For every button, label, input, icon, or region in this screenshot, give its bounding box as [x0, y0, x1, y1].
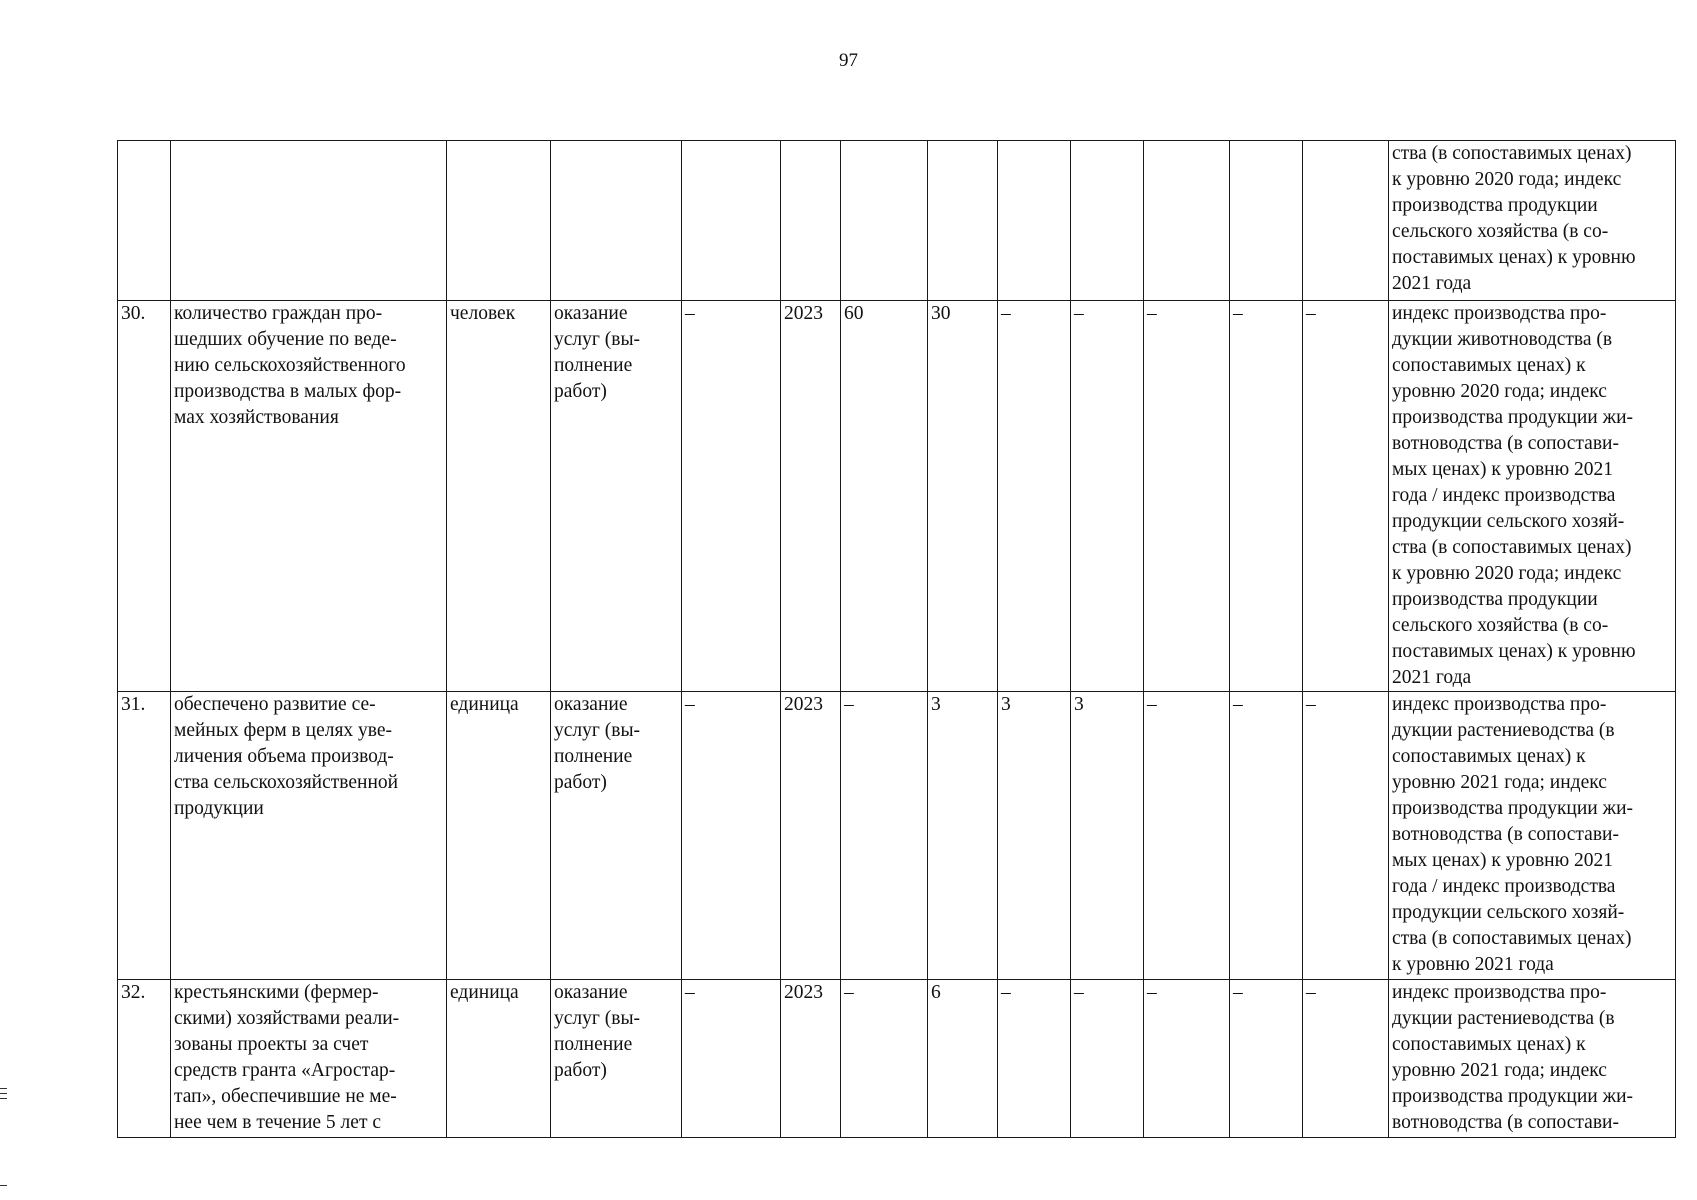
value-cell: –: [1303, 980, 1389, 1138]
value-cell: [1071, 141, 1144, 301]
value-cell: [841, 141, 928, 301]
year-cell: 2023: [781, 301, 841, 692]
table-row: [118, 301, 1676, 692]
value-cell: 6: [928, 980, 998, 1138]
year-cell: [781, 141, 841, 301]
linked-indicator-cell: ства (в сопоставимых ценах) к уровню 2020 года; индекс производства продукции сельского хозяйства (в со- поставимых ценах) к уровню 2021 года: [1389, 141, 1676, 301]
unit-cell: [447, 141, 551, 301]
table-row: [118, 692, 1676, 980]
value-cell: [928, 141, 998, 301]
linked-indicator-cell: индекс производства про- дукции растениеводства (в сопоставимых ценах) к уровню 2021 года; индекс производства продукции жи- вотноводства (в сопостави- мых ценах) к уровню 2021 года / индекс производства продукции сельского хозяй- ства (в сопоставимых ценах) к уровню 2021 года: [1389, 692, 1676, 980]
value-cell: –: [841, 692, 928, 980]
value-cell: –: [1230, 980, 1303, 1138]
result-type-cell: оказание услуг (вы- полнение работ): [551, 980, 682, 1138]
indicator-name-cell: [171, 141, 447, 301]
value-cell: [1230, 141, 1303, 301]
unit-cell: единица: [447, 980, 551, 1138]
value-cell: –: [1071, 980, 1144, 1138]
value-cell: –: [1144, 301, 1230, 692]
table-row: [118, 980, 1676, 1138]
scan-margin-mark: [0, 1088, 7, 1089]
unit-cell: единица: [447, 692, 551, 980]
result-type-cell: [551, 141, 682, 301]
base-value-cell: [682, 141, 781, 301]
value-cell: [1144, 141, 1230, 301]
indicator-name-cell: обеспечено развитие се- мейных ферм в целях уве- личения объема производ- ства сельскохозяйственной продукции: [171, 692, 447, 980]
year-cell: 2023: [781, 692, 841, 980]
indicator-name-cell: количество граждан про- шедших обучение по веде- нию сельскохозяйственного производства в малых фор- мах хозяйствования: [171, 301, 447, 692]
base-value-cell: –: [682, 692, 781, 980]
result-type-cell: оказание услуг (вы- полнение работ): [551, 692, 682, 980]
table-row: [118, 141, 1676, 301]
linked-indicator-cell: индекс производства про- дукции растениеводства (в сопоставимых ценах) к уровню 2021 года; индекс производства продукции жи- вотноводства (в сопостави-: [1389, 980, 1676, 1138]
value-cell: –: [998, 980, 1071, 1138]
indicator-name-cell: крестьянскими (фермер- скими) хозяйствами реали- зованы проекты за счет средств гранта «Агростар- тап», обеспечившие не ме- нее чем в течение 5 лет с: [171, 980, 447, 1138]
indicators-table: [117, 140, 1676, 1138]
value-cell: –: [1230, 301, 1303, 692]
row-number-cell: 32.: [118, 980, 171, 1138]
value-cell: –: [1071, 301, 1144, 692]
value-cell: 30: [928, 301, 998, 692]
value-cell: –: [1230, 692, 1303, 980]
scan-margin-mark: [0, 1093, 7, 1094]
value-cell: –: [998, 301, 1071, 692]
year-cell: 2023: [781, 980, 841, 1138]
value-cell: 60: [841, 301, 928, 692]
base-value-cell: –: [682, 980, 781, 1138]
value-cell: –: [1303, 692, 1389, 980]
result-type-cell: оказание услуг (вы- полнение работ): [551, 301, 682, 692]
value-cell: 3: [928, 692, 998, 980]
scan-margin-mark: [0, 1185, 7, 1186]
page-number: 97: [839, 50, 858, 71]
row-number-cell: 30.: [118, 301, 171, 692]
unit-cell: человек: [447, 301, 551, 692]
linked-indicator-cell: индекс производства про- дукции животноводства (в сопоставимых ценах) к уровню 2020 года; индекс производства продукции жи- вотноводства (в сопостави- мых ценах) к уровню 2021 года / индекс производства продукции сельского хозяй- ства (в сопоставимых ценах) к уровню 2020 года; индекс производства продукции сельского хозяйства (в со- поставимых ценах) к уровню 2021 года: [1389, 301, 1676, 692]
value-cell: 3: [1071, 692, 1144, 980]
value-cell: [1303, 141, 1389, 301]
value-cell: [998, 141, 1071, 301]
row-number-cell: [118, 141, 171, 301]
value-cell: –: [1144, 980, 1230, 1138]
scan-margin-mark: [0, 1098, 7, 1099]
value-cell: –: [1303, 301, 1389, 692]
value-cell: –: [841, 980, 928, 1138]
base-value-cell: –: [682, 301, 781, 692]
row-number-cell: 31.: [118, 692, 171, 980]
value-cell: 3: [998, 692, 1071, 980]
value-cell: –: [1144, 692, 1230, 980]
